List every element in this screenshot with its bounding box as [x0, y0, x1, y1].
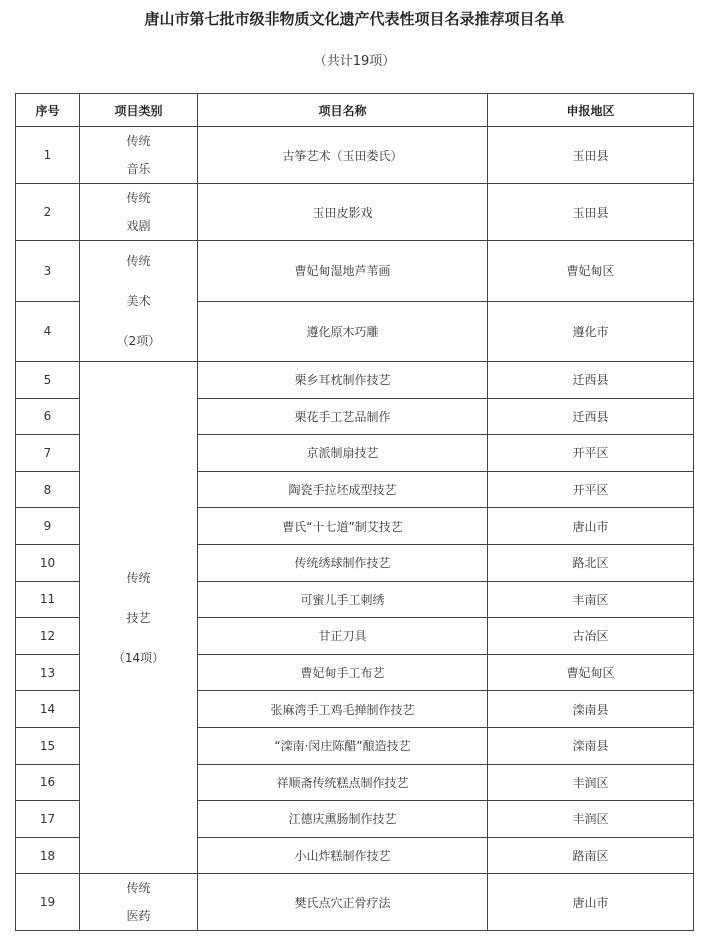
- row-serial: 13: [16, 654, 80, 691]
- row-project-name: 陶瓷手拉坯成型技艺: [198, 471, 488, 508]
- category-line: 戏剧: [126, 219, 151, 233]
- row-project-name: 祥顺斋传统糕点制作技艺: [198, 764, 488, 801]
- row-serial: 16: [16, 764, 80, 801]
- row-region: 曹妃甸区: [488, 241, 694, 302]
- row-project-name: 江德庆熏肠制作技艺: [198, 801, 488, 838]
- row-region: 玉田县: [488, 127, 694, 184]
- row-region: 丰南区: [488, 581, 694, 618]
- row-serial: 17: [16, 801, 80, 838]
- row-serial: 10: [16, 544, 80, 581]
- row-region: 路北区: [488, 544, 694, 581]
- row-serial: 18: [16, 837, 80, 874]
- document-title: 唐山市第七批市级非物质文化遗产代表性项目名录推荐项目名单: [144, 10, 565, 28]
- row-project-name: “滦南·闵庄陈醋”酿造技艺: [198, 727, 488, 764]
- row-region: 路南区: [488, 837, 694, 874]
- category-cell-drama: [80, 184, 198, 241]
- row-serial: 1: [16, 127, 80, 184]
- row-project-name: 栗花手工艺品制作: [198, 398, 488, 435]
- category-line: 传统: [126, 134, 151, 148]
- row-project-name: 栗乡耳枕制作技艺: [198, 362, 488, 399]
- category-cell-art: [80, 241, 198, 362]
- table-row: [16, 362, 694, 399]
- row-region: 迁西县: [488, 398, 694, 435]
- category-line: （2项）: [116, 334, 161, 348]
- row-serial: 3: [16, 241, 80, 302]
- category-line: 传统: [126, 881, 151, 896]
- header-serial: 序号: [16, 94, 80, 127]
- category-line: 传统: [126, 254, 151, 268]
- row-serial: 7: [16, 435, 80, 472]
- header-region: 申报地区: [488, 94, 694, 127]
- row-region: 古冶区: [488, 618, 694, 655]
- row-region: 遵化市: [488, 301, 694, 362]
- category-line: 传统: [126, 570, 151, 585]
- row-region: 唐山市: [488, 874, 694, 931]
- row-serial: 5: [16, 362, 80, 399]
- row-region: 迁西县: [488, 362, 694, 399]
- row-serial: 6: [16, 398, 80, 435]
- row-project-name: 曹妃甸湿地芦苇画: [198, 241, 488, 302]
- header-project-name: 项目名称: [198, 94, 488, 127]
- row-region: 丰润区: [488, 764, 694, 801]
- table-row: [16, 241, 694, 302]
- row-project-name: 曹氏“十七道”制艾技艺: [198, 508, 488, 545]
- row-region: 丰润区: [488, 801, 694, 838]
- table-row: [16, 874, 694, 931]
- category-line: 医药: [126, 909, 151, 924]
- table-row: [16, 127, 694, 184]
- category-cell-craft: [80, 362, 198, 874]
- row-serial: 14: [16, 691, 80, 728]
- row-project-name: 古筝艺术（玉田娄氏）: [198, 127, 488, 184]
- category-line: （14项）: [112, 650, 165, 665]
- row-serial: 9: [16, 508, 80, 545]
- row-project-name: 遵化原木巧雕: [198, 301, 488, 362]
- row-region: 曹妃甸区: [488, 654, 694, 691]
- row-serial: 15: [16, 727, 80, 764]
- row-serial: 8: [16, 471, 80, 508]
- category-line: 传统: [126, 191, 151, 205]
- row-project-name: 张麻湾手工鸡毛掸制作技艺: [198, 691, 488, 728]
- row-region: 开平区: [488, 435, 694, 472]
- category-line: 美术: [126, 294, 151, 308]
- row-serial: 19: [16, 874, 80, 931]
- row-project-name: 曹妃甸手工布艺: [198, 654, 488, 691]
- project-table: [15, 93, 694, 931]
- header-category: 项目类别: [80, 94, 198, 127]
- row-project-name: 传统绣球制作技艺: [198, 544, 488, 581]
- row-serial: 12: [16, 618, 80, 655]
- row-serial: 4: [16, 301, 80, 362]
- row-region: 玉田县: [488, 184, 694, 241]
- table-row: [16, 184, 694, 241]
- row-project-name: 樊氏点穴正骨疗法: [198, 874, 488, 931]
- row-project-name: 小山炸糕制作技艺: [198, 837, 488, 874]
- category-cell-medicine: [80, 874, 198, 931]
- table-header-row: [16, 94, 694, 127]
- row-region: 滦南县: [488, 691, 694, 728]
- category-line: 技艺: [126, 610, 151, 625]
- row-project-name: 可蜜儿手工刺绣: [198, 581, 488, 618]
- row-serial: 2: [16, 184, 80, 241]
- category-cell-music: [80, 127, 198, 184]
- row-region: 滦南县: [488, 727, 694, 764]
- row-region: 唐山市: [488, 508, 694, 545]
- row-project-name: 京派制扇技艺: [198, 435, 488, 472]
- row-project-name: 玉田皮影戏: [198, 184, 488, 241]
- row-project-name: 甘正刀具: [198, 618, 488, 655]
- row-region: 开平区: [488, 471, 694, 508]
- row-serial: 11: [16, 581, 80, 618]
- item-count-subtitle: （共计19项）: [313, 54, 396, 69]
- category-line: 音乐: [126, 162, 151, 176]
